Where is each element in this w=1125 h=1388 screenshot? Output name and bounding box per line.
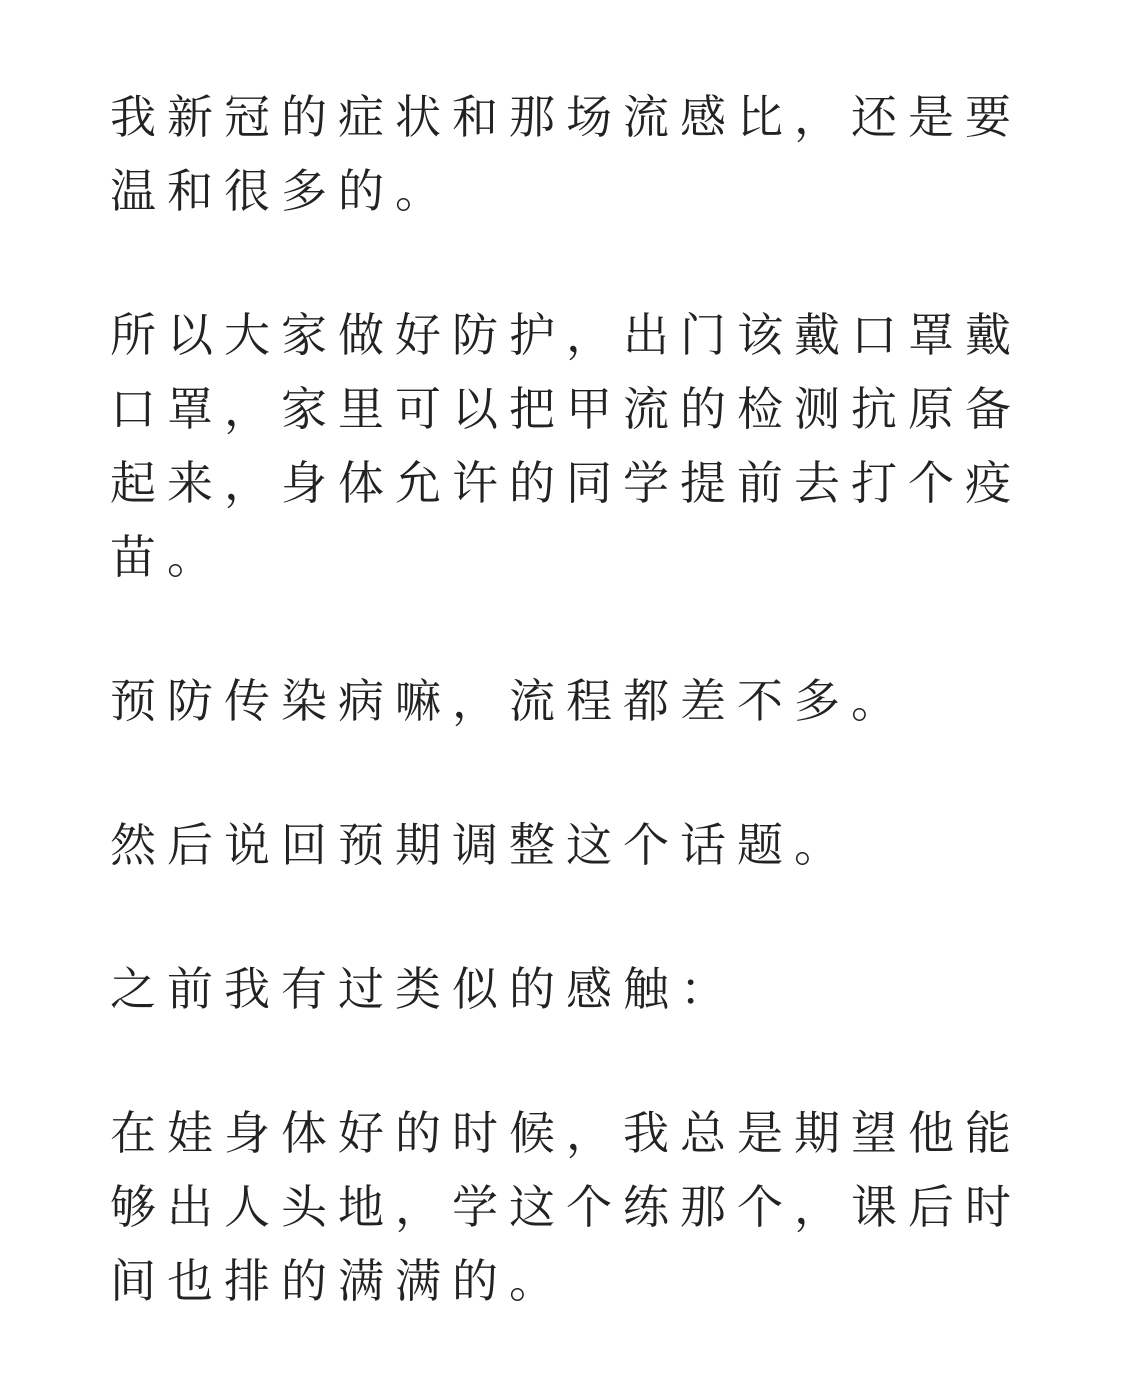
article-body [110,80,1025,1388]
paragraph-6: 在娃身体好的时候，我总是期望他能够出人头地，学这个练那个，课后时间也排的满满的。 [110,1106,1022,1308]
paragraph-2: 所以大家做好防护，出门该戴口罩戴口罩，家里可以把甲流的检测抗原备起来，身体允许的同学提前去打个疫苗。 [110,308,1022,584]
paragraph-1: 我新冠的症状和那场流感比，还是要温和很多的。 [110,90,1022,218]
paragraph-4: 然后说回预期调整这个话题。 [110,818,851,872]
paragraph-3: 预防传染病嘛，流程都差不多。 [110,674,908,728]
paragraph-5: 之前我有过类似的感触： [110,962,737,1016]
